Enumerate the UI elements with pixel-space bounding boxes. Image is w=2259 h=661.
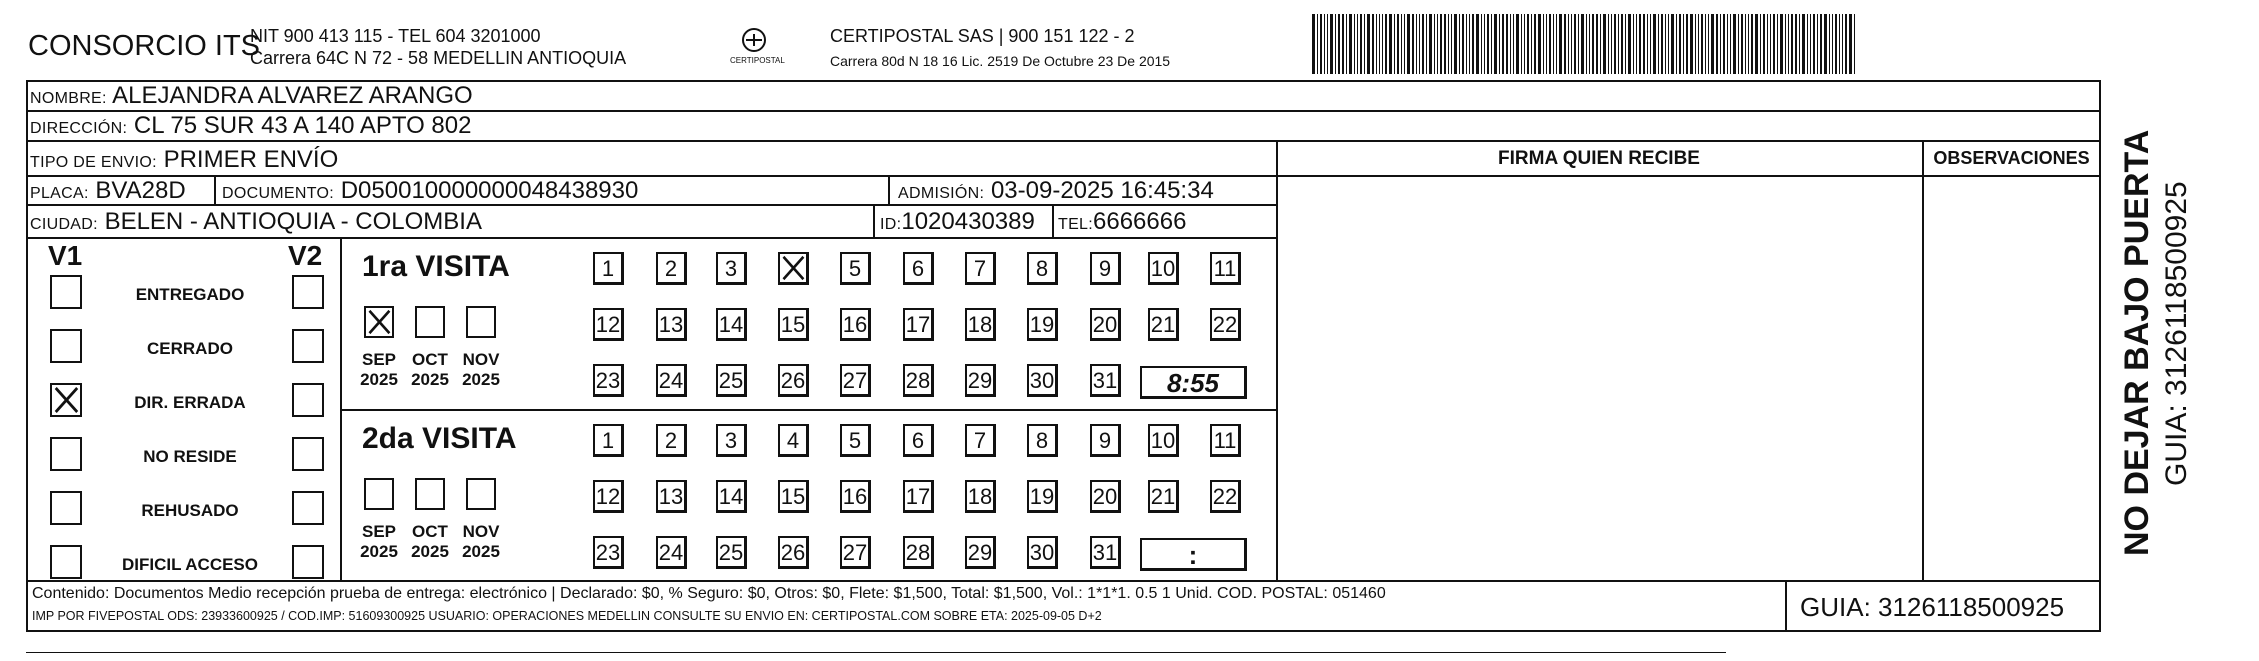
v2-header: V2 (288, 240, 323, 271)
v2-checkbox[interactable] (292, 329, 324, 363)
documento-value: D050010000000048438930 (340, 177, 639, 204)
month-label: SEP 2025 (360, 350, 398, 389)
status-label: REHUSADO (141, 501, 239, 520)
month-checkbox[interactable] (415, 306, 445, 338)
day-box[interactable]: 3 (716, 252, 747, 285)
admision-value: 03-09-2025 16:45:34 (990, 177, 1214, 204)
id-value: 1020430389 (901, 208, 1035, 235)
day-box[interactable]: 16 (840, 308, 871, 341)
status-label: DIR. ERRADA (134, 393, 246, 412)
v2-checkbox[interactable] (292, 383, 324, 417)
id-field: ID:1020430389 (880, 208, 1035, 235)
day-box[interactable]: 9 (1090, 252, 1121, 285)
day-box[interactable]: 11 (1210, 252, 1241, 285)
day-box[interactable]: 10 (1148, 424, 1179, 457)
day-box[interactable]: 2 (656, 252, 687, 285)
day-box[interactable]: 8 (1027, 252, 1058, 285)
firma-header: FIRMA QUIEN RECIBE (1498, 148, 1700, 169)
month-checkbox[interactable] (364, 306, 394, 338)
day-box[interactable]: 26 (778, 536, 809, 569)
v1-checkbox[interactable] (50, 275, 82, 309)
v1-checkbox[interactable] (50, 545, 82, 579)
day-box[interactable]: 7 (965, 424, 996, 457)
day-box[interactable]: 20 (1090, 480, 1121, 513)
day-box[interactable]: 18 (965, 480, 996, 513)
day-box[interactable]: 16 (840, 480, 871, 513)
visit-title: 2da VISITA (362, 422, 517, 455)
day-box[interactable]: 13 (656, 308, 687, 341)
ciudad-value: BELEN - ANTIOQUIA - COLOMBIA (104, 208, 482, 235)
day-box[interactable]: 14 (716, 308, 747, 341)
placa-field: PLACA: BVA28D (30, 177, 186, 204)
v1-checkbox[interactable] (50, 329, 82, 363)
day-box[interactable]: 28 (903, 536, 934, 569)
footer-content-line: Contenido: Documentos Medio recepción prueba de entrega: electrónico | Declarado: $0, % Seguro: $0, Otros: $0, Flete: $1,500, Total: $1,500, Vol.: 1*1*1. 0.5 1 Unid. COD. POSTAL: 051460 (32, 585, 1386, 602)
day-box[interactable]: 24 (656, 364, 687, 397)
month-checkbox[interactable] (466, 306, 496, 338)
day-box[interactable]: 28 (903, 364, 934, 397)
v1-checkbox[interactable] (50, 491, 82, 525)
day-box[interactable]: 21 (1148, 480, 1179, 513)
day-box[interactable]: 12 (593, 308, 624, 341)
day-box[interactable]: 6 (903, 252, 934, 285)
day-box[interactable]: 13 (656, 480, 687, 513)
ciudad-row: CIUDAD: BELEN - ANTIOQUIA - COLOMBIA (30, 208, 482, 235)
certipostal-line1: CERTIPOSTAL SAS | 900 151 122 - 2 (830, 26, 1135, 46)
status-label: CERRADO (147, 339, 233, 358)
month-checkbox[interactable] (415, 478, 445, 510)
day-box[interactable]: 9 (1090, 424, 1121, 457)
month-label: NOV 2025 (462, 522, 500, 561)
v2-checkbox[interactable] (292, 491, 324, 525)
tipo-envio-row: TIPO DE ENVIO: PRIMER ENVÍO (30, 146, 339, 173)
day-box[interactable]: 27 (840, 536, 871, 569)
nombre-value: ALEJANDRA ALVAREZ ARANGO (112, 82, 473, 109)
nit-line: NIT 900 413 115 - TEL 604 3201000 (250, 26, 541, 46)
day-box[interactable]: 19 (1027, 480, 1058, 513)
day-box[interactable]: 23 (593, 364, 624, 397)
day-box[interactable]: 27 (840, 364, 871, 397)
address-line: Carrera 64C N 72 - 58 MEDELLIN ANTIOQUIA (250, 48, 627, 68)
day-box[interactable]: 17 (903, 308, 934, 341)
certipostal-logo (730, 26, 785, 73)
day-box[interactable]: 7 (965, 252, 996, 285)
nombre-row: NOMBRE: ALEJANDRA ALVAREZ ARANGO (30, 82, 473, 109)
visit-title: 1ra VISITA (362, 250, 510, 283)
observaciones-header: OBSERVACIONES (1933, 148, 2090, 168)
v1-checkbox[interactable] (50, 437, 82, 471)
day-box[interactable]: 8 (1027, 424, 1058, 457)
day-box[interactable]: 25 (716, 536, 747, 569)
documento-field: DOCUMENTO: D050010000000048438930 (222, 177, 639, 204)
tipo-envio-value: PRIMER ENVÍO (163, 146, 339, 173)
day-box[interactable]: 24 (656, 536, 687, 569)
day-box[interactable]: 31 (1090, 364, 1121, 397)
day-box[interactable]: 29 (965, 536, 996, 569)
day-box[interactable]: 15 (778, 308, 809, 341)
v1-header: V1 (48, 240, 83, 271)
day-box[interactable]: 21 (1148, 308, 1179, 341)
admision-field: ADMISIÓN: 03-09-2025 16:45:34 (898, 177, 1214, 204)
footer-imp-line: IMP POR FIVEPOSTAL ODS: 23933600925 / COD.IMP: 51609300925 USUARIO: OPERACIONES MEDELLIN CONSULTE SU ENVIO EN: CERTIPOSTAL.COM SOBRE ETA: 2025-09-05 D+2 (32, 609, 1102, 623)
day-box[interactable]: 15 (778, 480, 809, 513)
day-box[interactable]: 10 (1148, 252, 1179, 285)
tel-field: TEL:6666666 (1058, 208, 1187, 235)
v2-checkbox[interactable] (292, 437, 324, 471)
day-box[interactable]: 22 (1210, 480, 1241, 513)
day-box[interactable]: 19 (1027, 308, 1058, 341)
month-label: SEP 2025 (360, 522, 398, 561)
logo-text: CERTIPOSTAL (730, 56, 785, 65)
day-box[interactable]: 5 (840, 252, 871, 285)
day-box[interactable]: 20 (1090, 308, 1121, 341)
month-label: NOV 2025 (462, 350, 500, 389)
day-box[interactable]: 5 (840, 424, 871, 457)
status-label: DIFICIL ACCESO (121, 555, 258, 574)
day-box[interactable]: 14 (716, 480, 747, 513)
day-box[interactable]: 25 (716, 364, 747, 397)
day-box[interactable]: 1 (593, 252, 624, 285)
day-box[interactable]: 17 (903, 480, 934, 513)
day-box[interactable]: 1 (593, 424, 624, 457)
direccion-row: DIRECCIÓN: CL 75 SUR 43 A 140 APTO 802 (30, 112, 472, 139)
day-box[interactable]: 31 (1090, 536, 1121, 569)
day-box[interactable]: 6 (903, 424, 934, 457)
day-box[interactable]: 22 (1210, 308, 1241, 341)
side-warning: NO DEJAR BAJO PUERTA (2118, 129, 2156, 556)
day-box[interactable] (778, 252, 809, 285)
day-box[interactable]: 30 (1027, 364, 1058, 397)
v1-checkbox[interactable] (50, 383, 82, 417)
footer-guia: GUIA: 3126118500925 (1800, 592, 2065, 622)
day-box[interactable]: 23 (593, 536, 624, 569)
day-box[interactable]: 12 (593, 480, 624, 513)
day-box[interactable]: 26 (778, 364, 809, 397)
company-name: CONSORCIO ITS (28, 30, 261, 62)
month-checkbox[interactable] (364, 478, 394, 510)
v2-checkbox[interactable] (292, 275, 324, 309)
month-checkbox[interactable] (466, 478, 496, 510)
day-box[interactable]: 29 (965, 364, 996, 397)
status-label: NO RESIDE (143, 447, 237, 466)
placa-value: BVA28D (95, 177, 186, 204)
tel-value: 6666666 (1093, 208, 1187, 235)
day-box[interactable]: 2 (656, 424, 687, 457)
time-box[interactable]: 8:55 (1140, 366, 1247, 399)
status-label: ENTREGADO (135, 285, 245, 304)
day-box[interactable]: 18 (965, 308, 996, 341)
day-box[interactable]: 3 (716, 424, 747, 457)
v2-checkbox[interactable] (292, 545, 324, 579)
day-box[interactable]: 4 (778, 424, 809, 457)
direccion-value: CL 75 SUR 43 A 140 APTO 802 (133, 112, 472, 139)
month-label: OCT 2025 (411, 350, 449, 389)
certipostal-line2: Carrera 80d N 18 16 Lic. 2519 De Octubre 23 De 2015 (830, 53, 1171, 69)
month-label: OCT 2025 (411, 522, 449, 561)
time-box[interactable]: : (1140, 538, 1247, 571)
day-box[interactable]: 30 (1027, 536, 1058, 569)
side-guia: GUIA: 3126118500925 (2160, 181, 2193, 486)
barcode (1312, 14, 1952, 74)
day-box[interactable]: 11 (1210, 424, 1241, 457)
